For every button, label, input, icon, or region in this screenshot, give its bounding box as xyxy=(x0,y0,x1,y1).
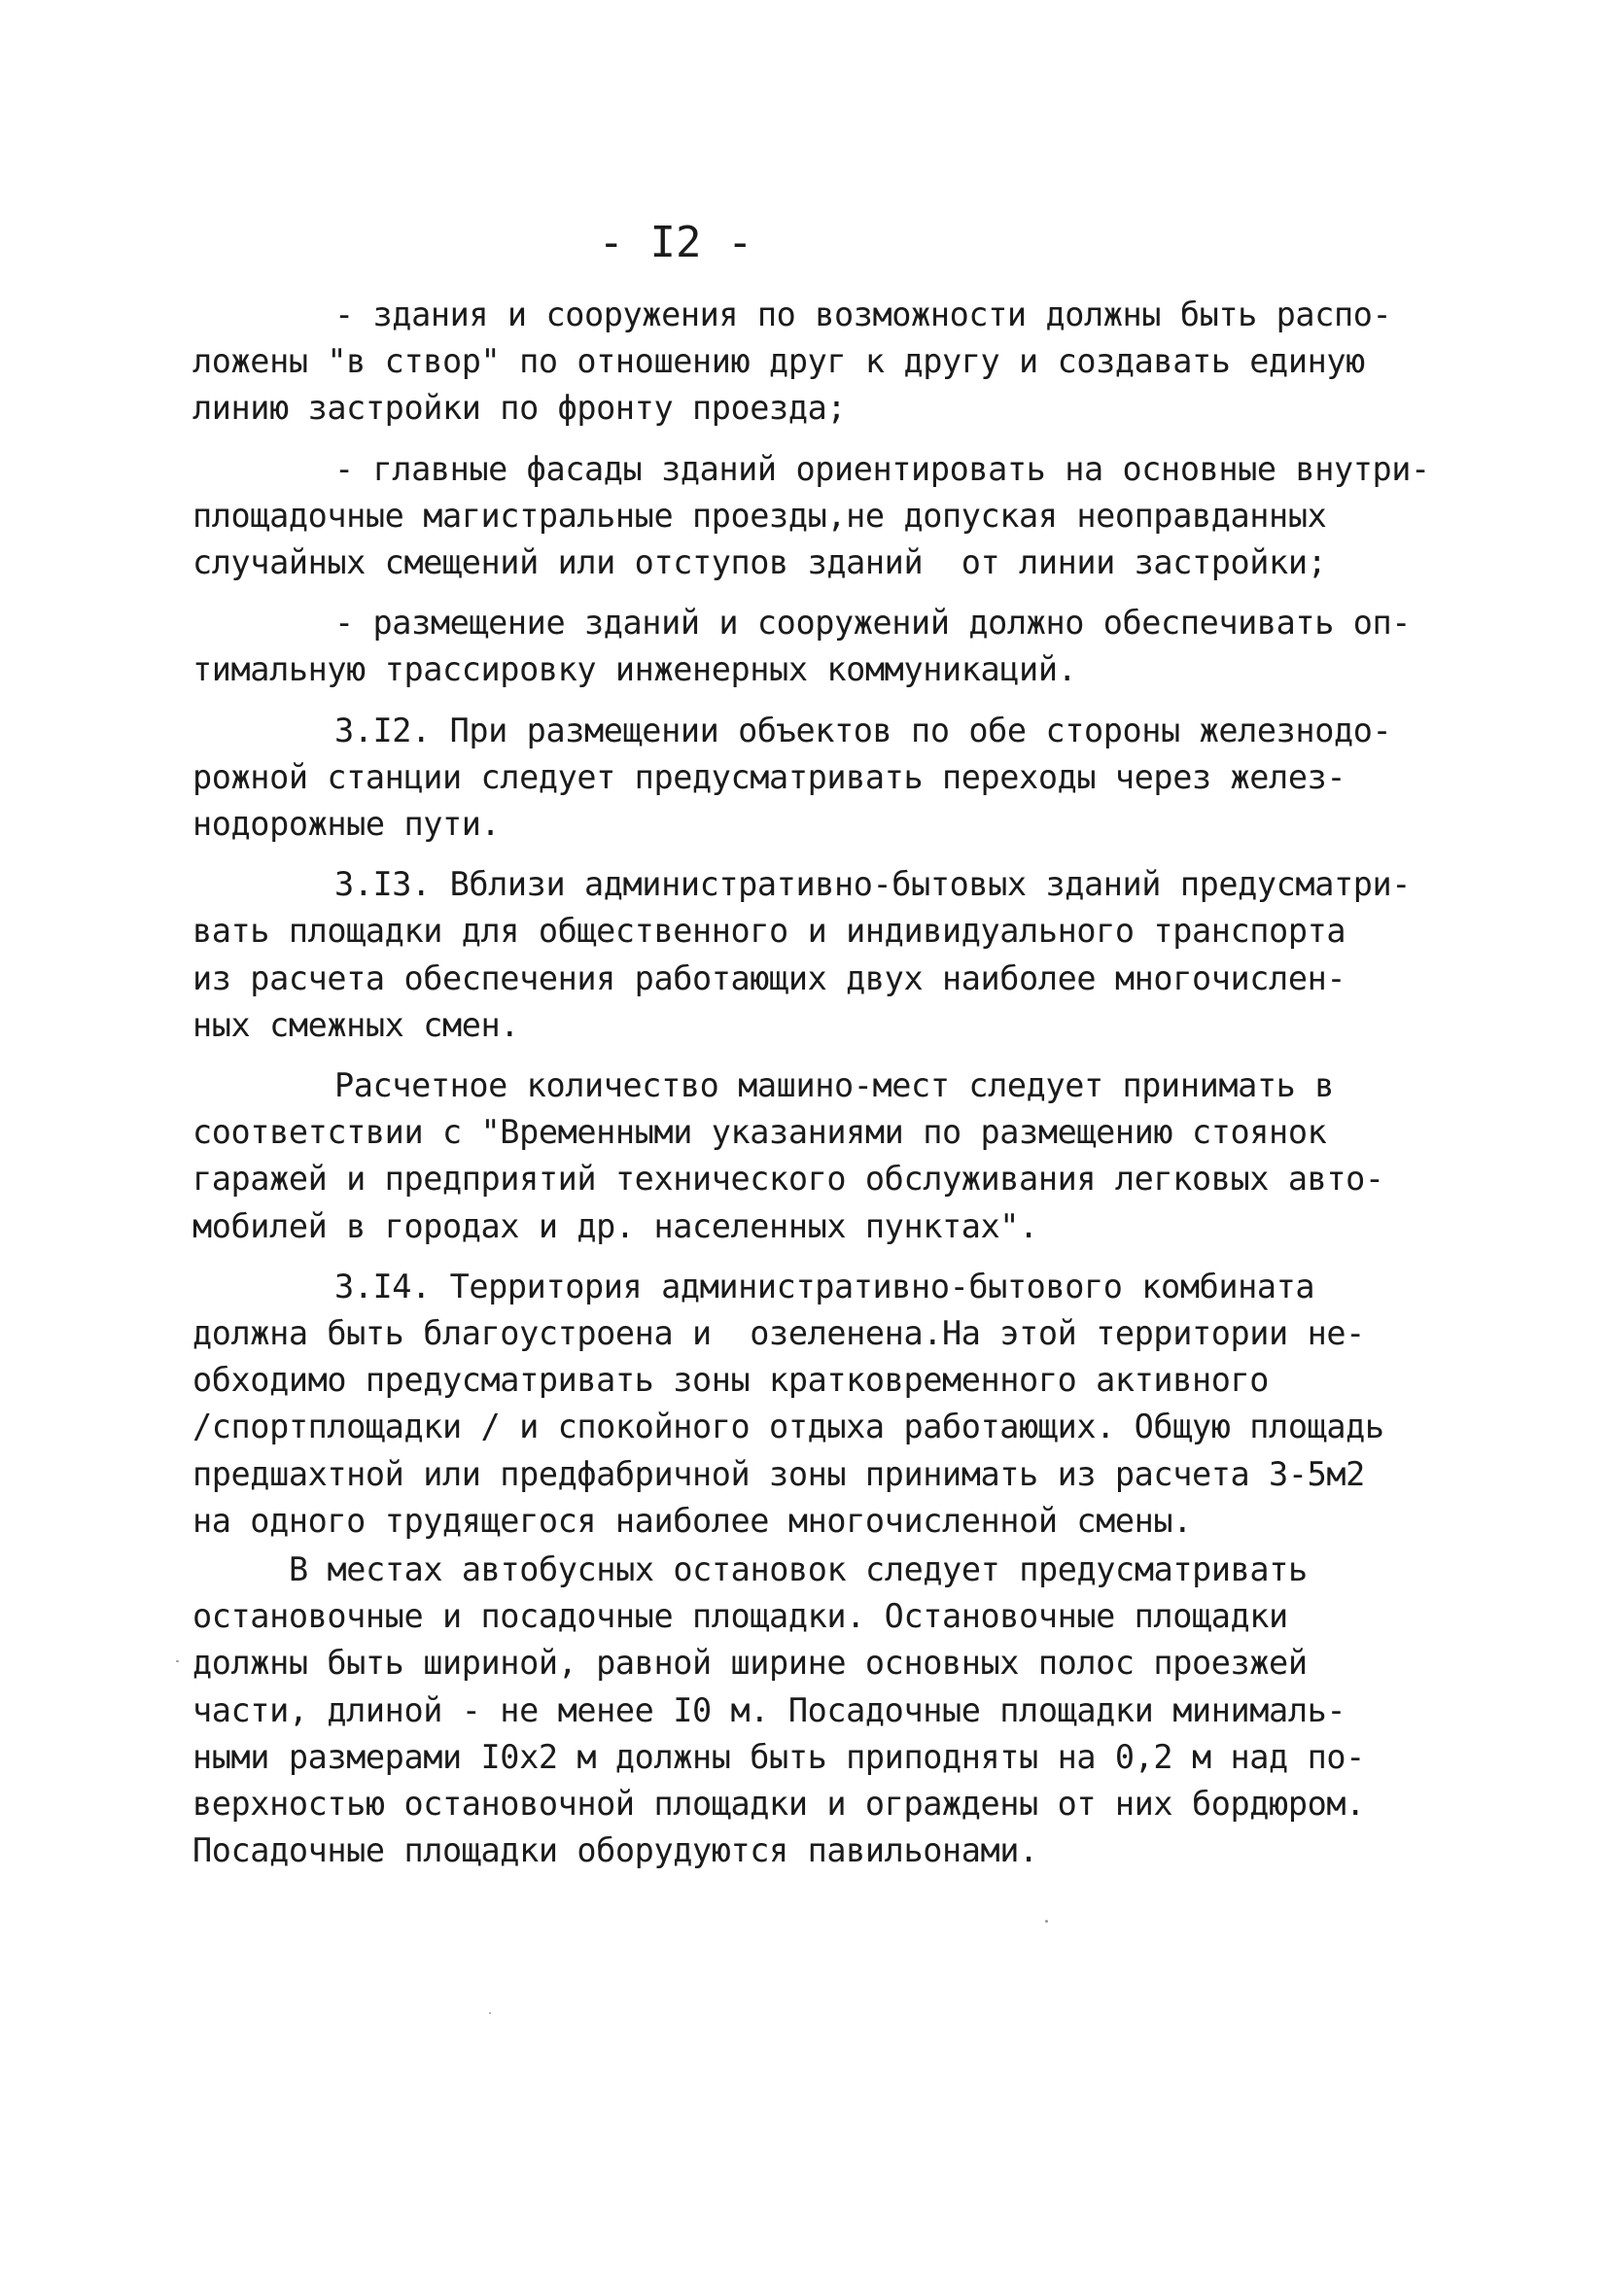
paragraph xyxy=(192,708,1408,849)
text-line: - размещение зданий и сооружений должно обеспечивать оп- xyxy=(334,604,1412,643)
text-line: обходимо предусматривать зоны кратковременного активного xyxy=(192,1361,1270,1400)
text-line: мобилей в городах и др. населенных пунктах". xyxy=(192,1206,1038,1245)
text-line: Посадочные площадки оборудуются павильонами. xyxy=(192,1831,1038,1870)
text-line: из расчета обеспечения работающих двух наиболее многочислен- xyxy=(192,958,1346,997)
text-line: остановочные и посадочные площадки. Остановочные площадки xyxy=(192,1597,1288,1636)
scan-speck xyxy=(1045,1920,1048,1923)
text-line: 3.I4. Территория административно-бытового комбината xyxy=(334,1267,1315,1305)
text-line: должна быть благоустроена и озеленена.На этой территории не- xyxy=(192,1314,1365,1353)
text-line: В местах автобусных остановок следует предусматривать xyxy=(289,1550,1308,1589)
text-line: соответствии с "Временными указаниями по размещению стоянок xyxy=(192,1113,1327,1152)
text-line: случайных смещений или отступов зданий от линии застройки; xyxy=(192,543,1327,582)
text-line: гаражей и предприятий технического обслуживания легковых авто- xyxy=(192,1160,1384,1199)
text-line: верхностью остановочной площадки и ограждены от них бордюром. xyxy=(192,1785,1365,1824)
text-line: 3.I3. Вблизи административно-бытовых зданий предусматри- xyxy=(334,865,1412,904)
paragraph xyxy=(192,1547,1408,1874)
text-line: Расчетное количество машино-мест следует принимать в xyxy=(334,1066,1334,1105)
paragraph xyxy=(192,600,1412,693)
text-line: /спортплощадки / и спокойного отдыха работающих. Общую площадь xyxy=(192,1408,1384,1446)
text-line: площадочные магистральные проезды,не допуская неоправданных xyxy=(192,496,1327,535)
text-line: части, длиной - не менее I0 м. Посадочные площадки минималь- xyxy=(192,1690,1346,1729)
document-body xyxy=(192,292,1430,1889)
text-line: на одного трудящегося наиболее многочисленной смены. xyxy=(192,1501,1192,1540)
text-line: ными размерами I0х2 м должны быть приподняты на 0,2 м над по- xyxy=(192,1737,1365,1776)
page-number: - I2 - xyxy=(598,218,753,267)
paragraph xyxy=(192,446,1430,587)
text-line: 3.I2. При размещении объектов по обе стороны железнодо- xyxy=(334,711,1392,749)
text-line: должны быть шириной, равной ширине основных полос проезжей xyxy=(192,1644,1308,1683)
paragraph xyxy=(192,861,1412,1049)
text-line: предшахтной или предфабричной зоны принимать из расчета 3-5м2 xyxy=(192,1454,1365,1493)
text-line: - здания и сооружения по возможности должны быть распо- xyxy=(334,296,1392,333)
paragraph xyxy=(192,292,1408,433)
scan-speck xyxy=(176,1660,179,1662)
paragraph xyxy=(192,1062,1408,1250)
text-line: нодорожные пути. xyxy=(192,805,501,844)
text-line: тимальную трассировку инженерных коммуникаций. xyxy=(192,650,1077,689)
text-line: - главные фасады зданий ориентировать на основные внутри- xyxy=(334,449,1430,488)
text-line: рожной станции следует предусматривать переходы через желез- xyxy=(192,757,1346,796)
text-line: ложены "в створ" по отношению друг к другу и создавать единую xyxy=(192,342,1365,381)
paragraph xyxy=(192,1264,1408,1545)
text-line: ных смежных смен. xyxy=(192,1005,520,1044)
text-line: вать площадки для общественного и индивидуального транспорта xyxy=(192,912,1346,951)
text-line: линию застройки по фронту проезда; xyxy=(192,389,847,428)
scan-speck xyxy=(489,2012,491,2014)
